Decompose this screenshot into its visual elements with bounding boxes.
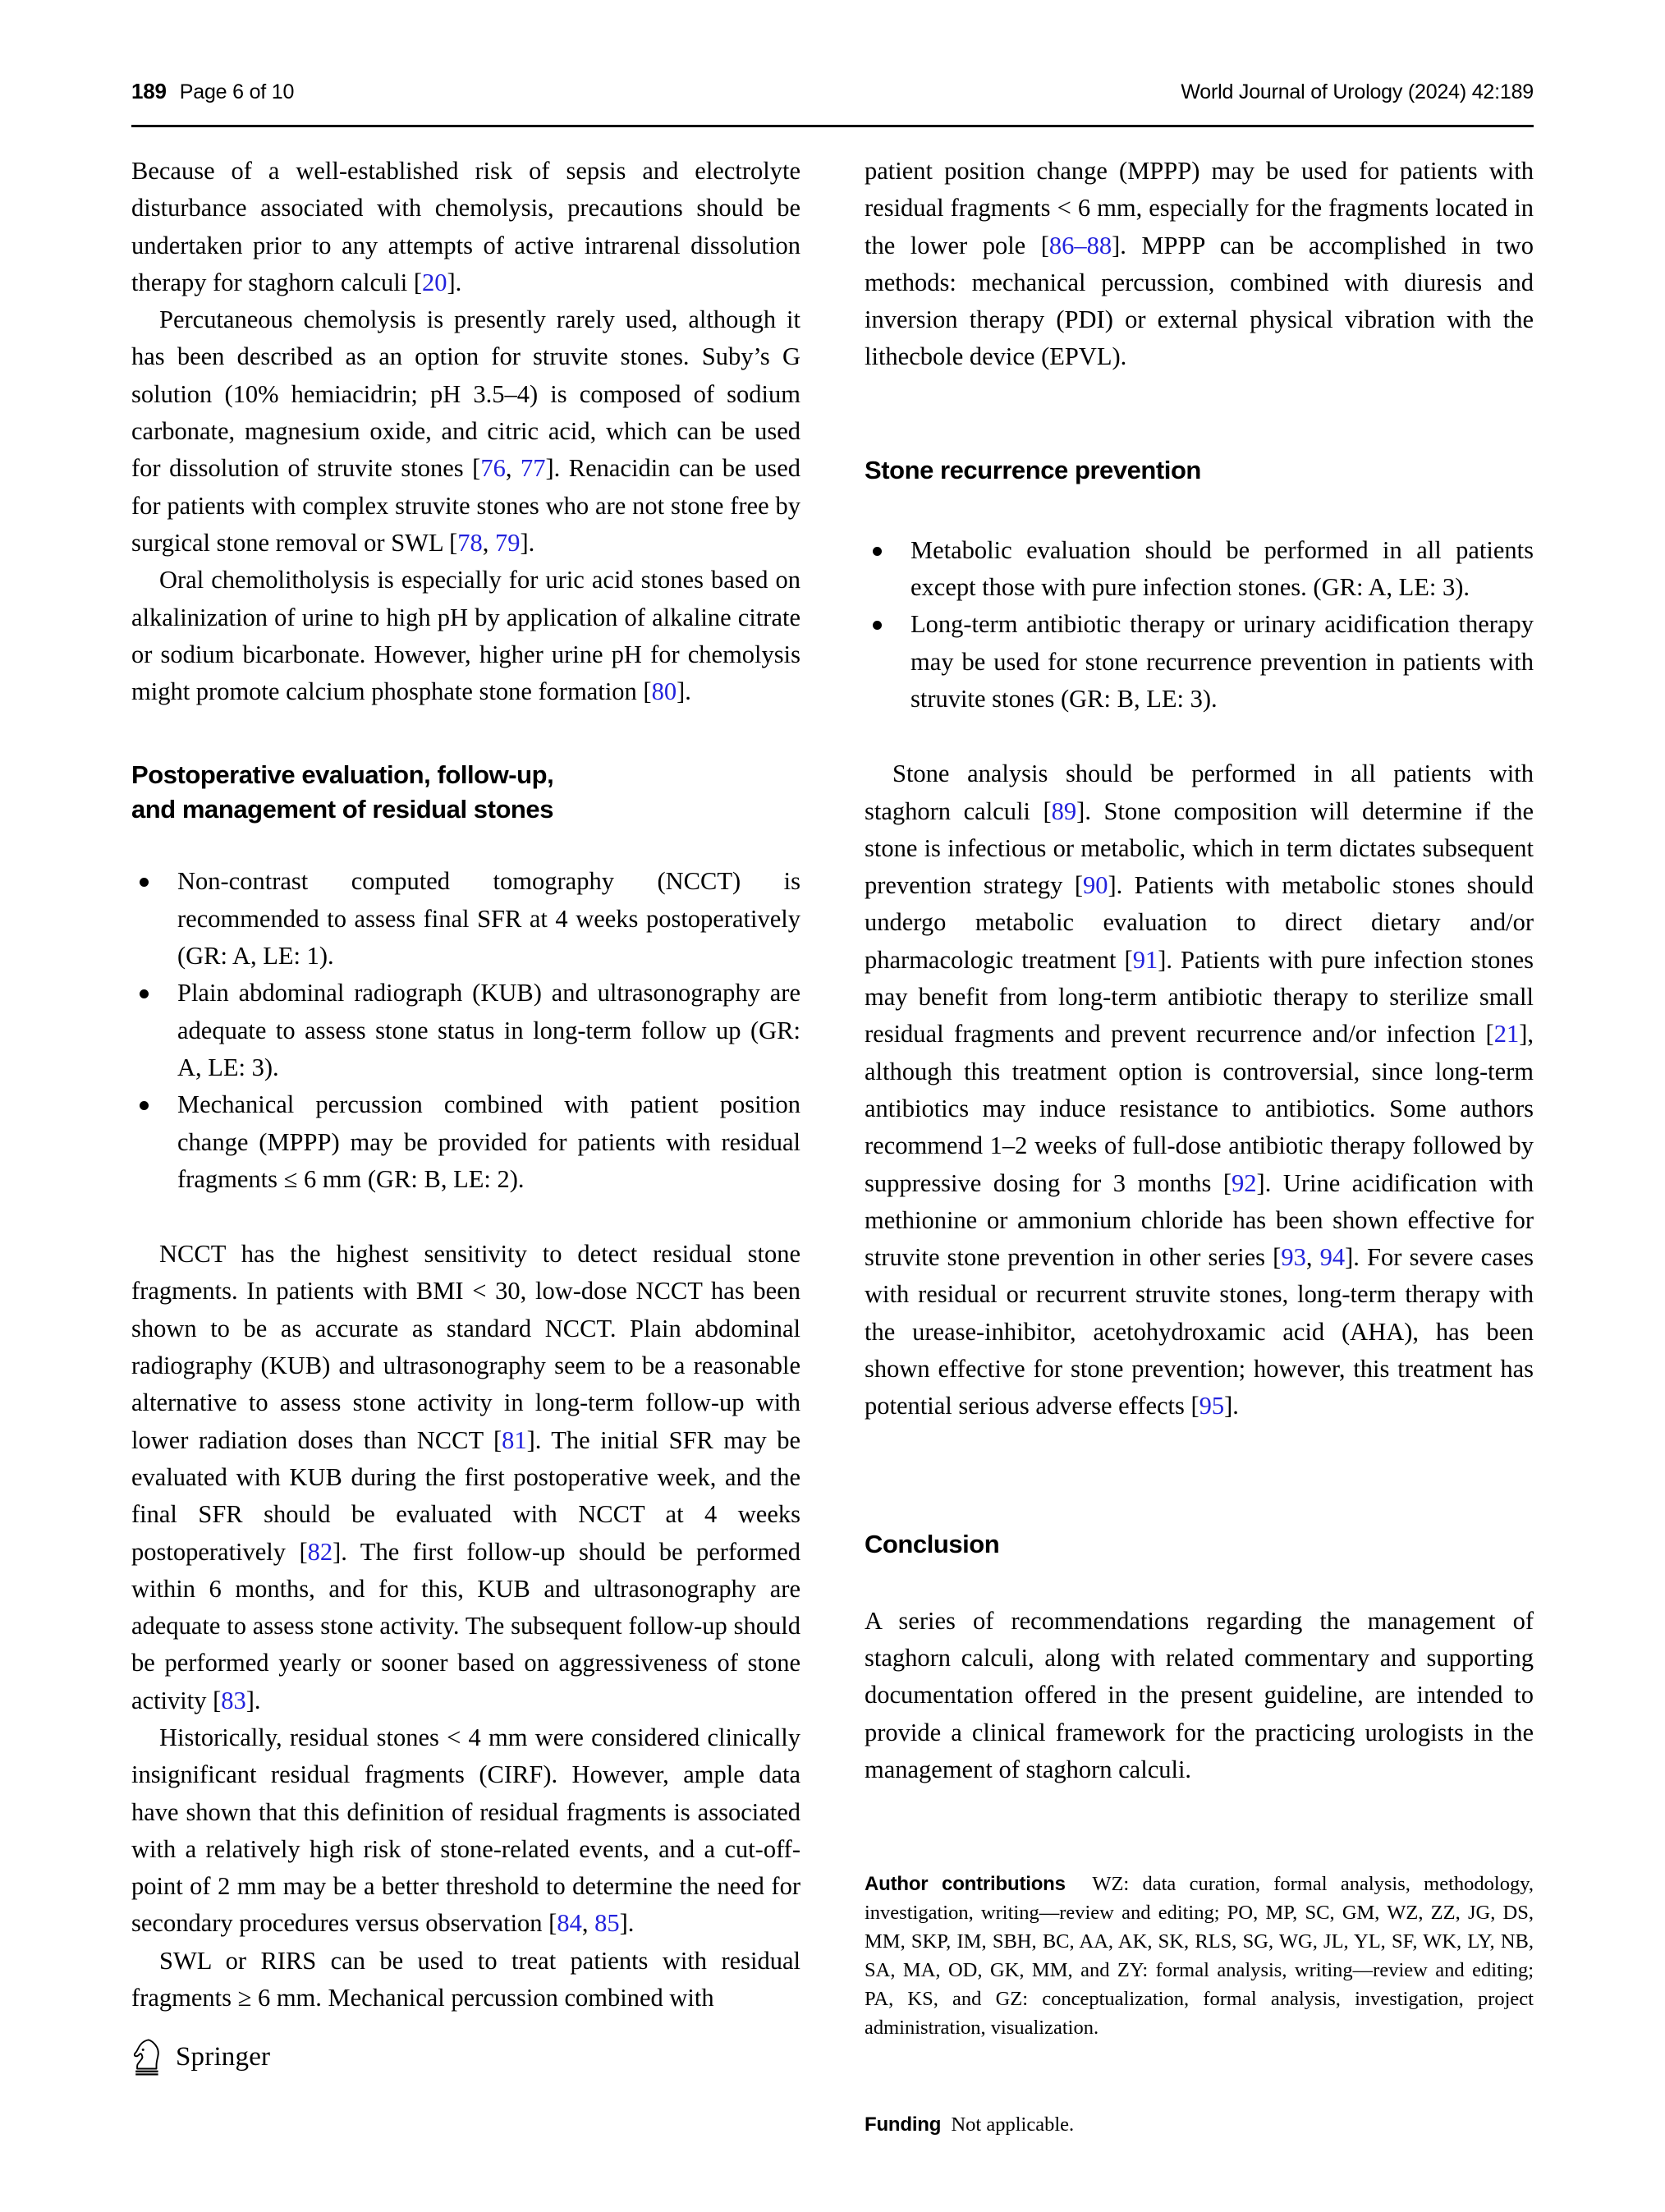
recommendation-list-stone-recurrence <box>865 532 1534 718</box>
spacer <box>131 1198 800 1236</box>
paragraph-conclusion: A series of recommendations regarding the management of staghorn calculi, along with related commentary and supporting documentation offered in the present guideline, are intended to provide a clinical framework for the practicing urologists in the management of staghorn calculi. <box>865 1606 1534 1783</box>
author-contributions-label: Author contributions <box>865 1872 1066 1895</box>
citation-link-76[interactable]: 76 <box>480 454 506 483</box>
spacer <box>131 827 800 863</box>
paragraph-text-tail: ]. <box>677 677 691 706</box>
citation-separator: , <box>581 1909 595 1938</box>
citation-link-82[interactable]: 82 <box>307 1537 333 1566</box>
springer-knight-icon <box>131 2038 164 2076</box>
citation-separator: , <box>1305 1243 1320 1272</box>
paragraph-text-tail: ]. <box>447 268 462 296</box>
citation-link-92[interactable]: 92 <box>1232 1168 1257 1197</box>
paragraph-text-mid: ]. The initial SFR may be evaluated with KUB during the first postoperative week, and the final SFR should be evaluated with NCCT at 4 weeks postoperatively [ <box>131 1425 800 1566</box>
header-divider <box>131 125 1534 127</box>
citation-link-78[interactable]: 78 <box>457 528 483 557</box>
paragraph-text-tail: ]. <box>520 528 535 557</box>
spacer <box>865 1425 1534 1527</box>
left-column <box>131 153 800 2159</box>
paragraph-mppp-methods <box>865 153 1534 376</box>
paragraph-percutaneous-chemolysis <box>131 301 800 562</box>
spacer <box>865 718 1534 755</box>
list-item <box>131 1086 800 1198</box>
paragraph-text-mid-3: ]. Patients with pure infection stones may benefit from long-term antibiotic therapy to sterilize small residual fragments and prevent recurrence and/or infection [ <box>865 945 1534 1049</box>
publisher-logo <box>131 2038 270 2076</box>
paragraph-text: patient position change (MPPP) may be used for patients with residual fragments < 6 mm, especially for the fragments located in the lower pole [ <box>865 157 1534 259</box>
paragraph-text-mid-2: ]. The first follow-up should be performed within 6 months, and for this, KUB and ultrasonography are adequate to assess stone activity. The subsequent follow-up should be performed yearly or sooner based on aggressiveness of stone activity [ <box>131 1537 800 1714</box>
spacer <box>865 376 1534 453</box>
spacer <box>865 1562 1534 1603</box>
spacer <box>131 710 800 758</box>
bullet-icon <box>140 1101 149 1110</box>
page-indicator: Page 6 of 10 <box>179 80 295 103</box>
paragraph-ncct-sensitivity <box>131 1236 800 1719</box>
citation-link-91[interactable]: 91 <box>1132 945 1158 974</box>
paragraph-text-mid-2: ]. Patients with metabolic stones should undergo metabolic evaluation to direct dietary and/or pharmacologic treatment [ <box>865 871 1534 974</box>
paragraph-text: Historically, residual stones < 4 mm were considered clinically insignificant residual fragments (CIRF). However, ample data have shown that this definition of residual fragments is associated with a relatively high risk of stone-related events, and a cut-off-point of 2 mm may be a better threshold to determine the need for secondary procedures versus observation [ <box>131 1723 800 1938</box>
paragraph-text-mid: ]. Renacidin can be used for patients with complex struvite stones who are not stone free by surgical stone removal or SWL [ <box>131 454 800 557</box>
list-item <box>131 975 800 1086</box>
paragraph-text-tail: ]. <box>619 1909 635 1938</box>
author-contributions-block <box>865 1870 1534 2042</box>
citation-link-95[interactable]: 95 <box>1199 1392 1225 1420</box>
section-heading-conclusion: Conclusion <box>865 1529 1000 1558</box>
paragraph-oral-chemolitholysis <box>131 562 800 710</box>
list-item <box>865 532 1534 607</box>
list-item <box>131 863 800 975</box>
bullet-icon <box>140 989 149 998</box>
citation-link-79[interactable]: 79 <box>495 528 521 557</box>
running-head-left <box>131 79 294 104</box>
paragraph-text: NCCT has the highest sensitivity to detect residual stone fragments. In patients with BMI < 30, low-dose NCCT has been shown to be as accurate as standard NCCT. Plain abdominal radiography (KUB) and ultrasonography seem to be a reasonable alternative to assess stone activity in long-term follow-up with lower radiation doses than NCCT [ <box>131 1240 800 1454</box>
citation-link-94[interactable]: 94 <box>1319 1243 1346 1272</box>
recommendation-list-postoperative <box>131 863 800 1198</box>
funding-block <box>865 2110 1534 2139</box>
list-item-text: Plain abdominal radiograph (KUB) and ultrasonography are adequate to assess stone status in long-term follow up (GR: A, LE: 3). <box>177 979 800 1081</box>
paragraph-stone-analysis <box>865 755 1534 1425</box>
paragraph-text-mid-4: ], although this treatment option is controversial, since long-term antibiotics may induce resistance to antibiotics. Some authors recommend 1–2 weeks of full-dose antibiotic therapy followed by suppressive dosing for 3 months [ <box>865 1020 1534 1197</box>
bullet-icon <box>140 878 149 887</box>
list-item-text: Mechanical percussion combined with patient position change (MPPP) may be provided for patients with residual fragments ≤ 6 mm (GR: B, LE: 2). <box>177 1090 800 1193</box>
spacer <box>865 488 1534 532</box>
citation-link-85[interactable]: 85 <box>594 1909 620 1938</box>
paragraph-chemolysis-precautions <box>131 153 800 301</box>
list-item-text: Non-contrast computed tomography (NCCT) is recommended to assess final SFR at 4 weeks postoperatively (GR: A, LE: 1). <box>177 867 800 971</box>
bullet-icon <box>873 621 882 630</box>
paragraph-text-tail: ]. MPPP can be accomplished in two methods: mechanical percussion, combined with diuresis and inversion therapy (PDI) or external physical vibration with the lithecbole device (EPVL). <box>865 231 1534 371</box>
spacer <box>865 2062 1534 2090</box>
article-number: 189 <box>131 79 167 103</box>
paragraph-text: Percutaneous chemolysis is presently rarely used, although it has been described as an option for struvite stones. Suby’s G solution (10% hemiacidrin; pH 3.5–4) is composed of sodium carbonate, magnesium oxide, and citric acid, which can be used for dissolution of struvite stones [ <box>131 305 800 483</box>
citation-link-77[interactable]: 77 <box>520 454 546 483</box>
citation-link-89[interactable]: 89 <box>1051 796 1077 825</box>
journal-citation: World Journal of Urology (2024) 42:189 <box>1181 80 1534 103</box>
citation-link-86-88[interactable]: 86–88 <box>1048 231 1112 259</box>
citation-link-80[interactable]: 80 <box>651 677 677 706</box>
citation-link-21[interactable]: 21 <box>1493 1020 1520 1049</box>
paragraph-text: Stone analysis should be performed in all patients with staghorn calculi [ <box>865 760 1534 825</box>
paragraph-text-mid: ]. Stone composition will determine if the stone is infectious or metabolic, which in term dictates subsequent prevention strategy [ <box>865 796 1534 900</box>
list-item-text: Long-term antibiotic therapy or urinary acidification therapy may be used for stone recurrence prevention in patients with struvite stones (GR: B, LE: 3). <box>910 610 1534 713</box>
paragraph-text: Because of a well-established risk of sepsis and electrolyte disturbance associated with chemolysis, precautions should be undertaken prior to any attempts of active intrarenal dissolution therapy for staghorn calculi [ <box>131 157 800 296</box>
section-heading-line-2: and management of residual stones <box>131 795 553 824</box>
paragraph-swl-rirs: SWL or RIRS can be used to treat patients with residual fragments ≥ 6 mm. Mechanical percussion combined with <box>131 1946 800 2012</box>
publisher-name: Springer <box>176 2041 271 2072</box>
bullet-icon <box>873 547 882 556</box>
citation-link-93[interactable]: 93 <box>1281 1243 1306 1272</box>
citation-link-20[interactable]: 20 <box>422 268 447 296</box>
paragraph-text-mid-6: ]. For severe cases with residual or recurrent struvite stones, long-term therapy with the urease-inhibitor, acetohydroxamic acid (AHA), has been shown effective for stone prevention; however, this treatment has potential serious adverse effects [ <box>865 1243 1534 1420</box>
running-head <box>131 79 1534 115</box>
two-column-body <box>131 153 1534 2159</box>
citation-separator: , <box>505 454 521 483</box>
paragraph-text-mid-5: ]. Urine acidification with methionine or ammonium chloride has been shown effective for struvite stone prevention in other series [ <box>865 1168 1534 1272</box>
funding-text: Not applicable. <box>951 2113 1075 2136</box>
list-item <box>865 606 1534 718</box>
citation-link-90[interactable]: 90 <box>1082 871 1108 900</box>
section-heading-stone-recurrence-prevention: Stone recurrence prevention <box>865 455 1201 484</box>
citation-link-81[interactable]: 81 <box>502 1425 527 1454</box>
funding-label: Funding <box>865 2113 942 2136</box>
citation-link-84[interactable]: 84 <box>557 1909 582 1938</box>
citation-separator: , <box>482 528 495 557</box>
list-item-text: Metabolic evaluation should be performed in all patients except those with pure infection stones. (GR: A, LE: 3). <box>910 535 1534 602</box>
paragraph-text-tail: ]. <box>1224 1392 1239 1420</box>
section-heading-line-1: Postoperative evaluation, follow-up, <box>131 760 554 790</box>
paragraph-text-tail: ]. <box>245 1686 261 1714</box>
paragraph-text: Oral chemolitholysis is especially for uric acid stones based on alkalinization of urine to high pH by application of alkaline citrate or sodium bicarbonate. However, higher urine pH for chemolysis might promote calcium phosphate stone formation [ <box>131 566 800 706</box>
section-heading-postoperative-evaluation <box>131 758 800 827</box>
spacer <box>865 1788 1534 1849</box>
right-column <box>865 153 1534 2159</box>
citation-link-83[interactable]: 83 <box>221 1686 246 1714</box>
paragraph-cirf-definition <box>131 1719 800 1943</box>
author-contributions-text: WZ: data curation, formal analysis, methodology, investigation, writing—review and editing; PO, MP, SC, GM, WZ, ZZ, JG, DS, MM, SKP, IM, SBH, BC, AA, AK, SK, RLS, SG, WG, JL, YL, SF, WK, LY, NB, SA, MA, OD, GK, MM, and ZY: formal analysis, writing—review and editing; PA, KS, and GZ: conceptualization, formal analysis, investigation, project administration, visualization. <box>865 1872 1534 2039</box>
